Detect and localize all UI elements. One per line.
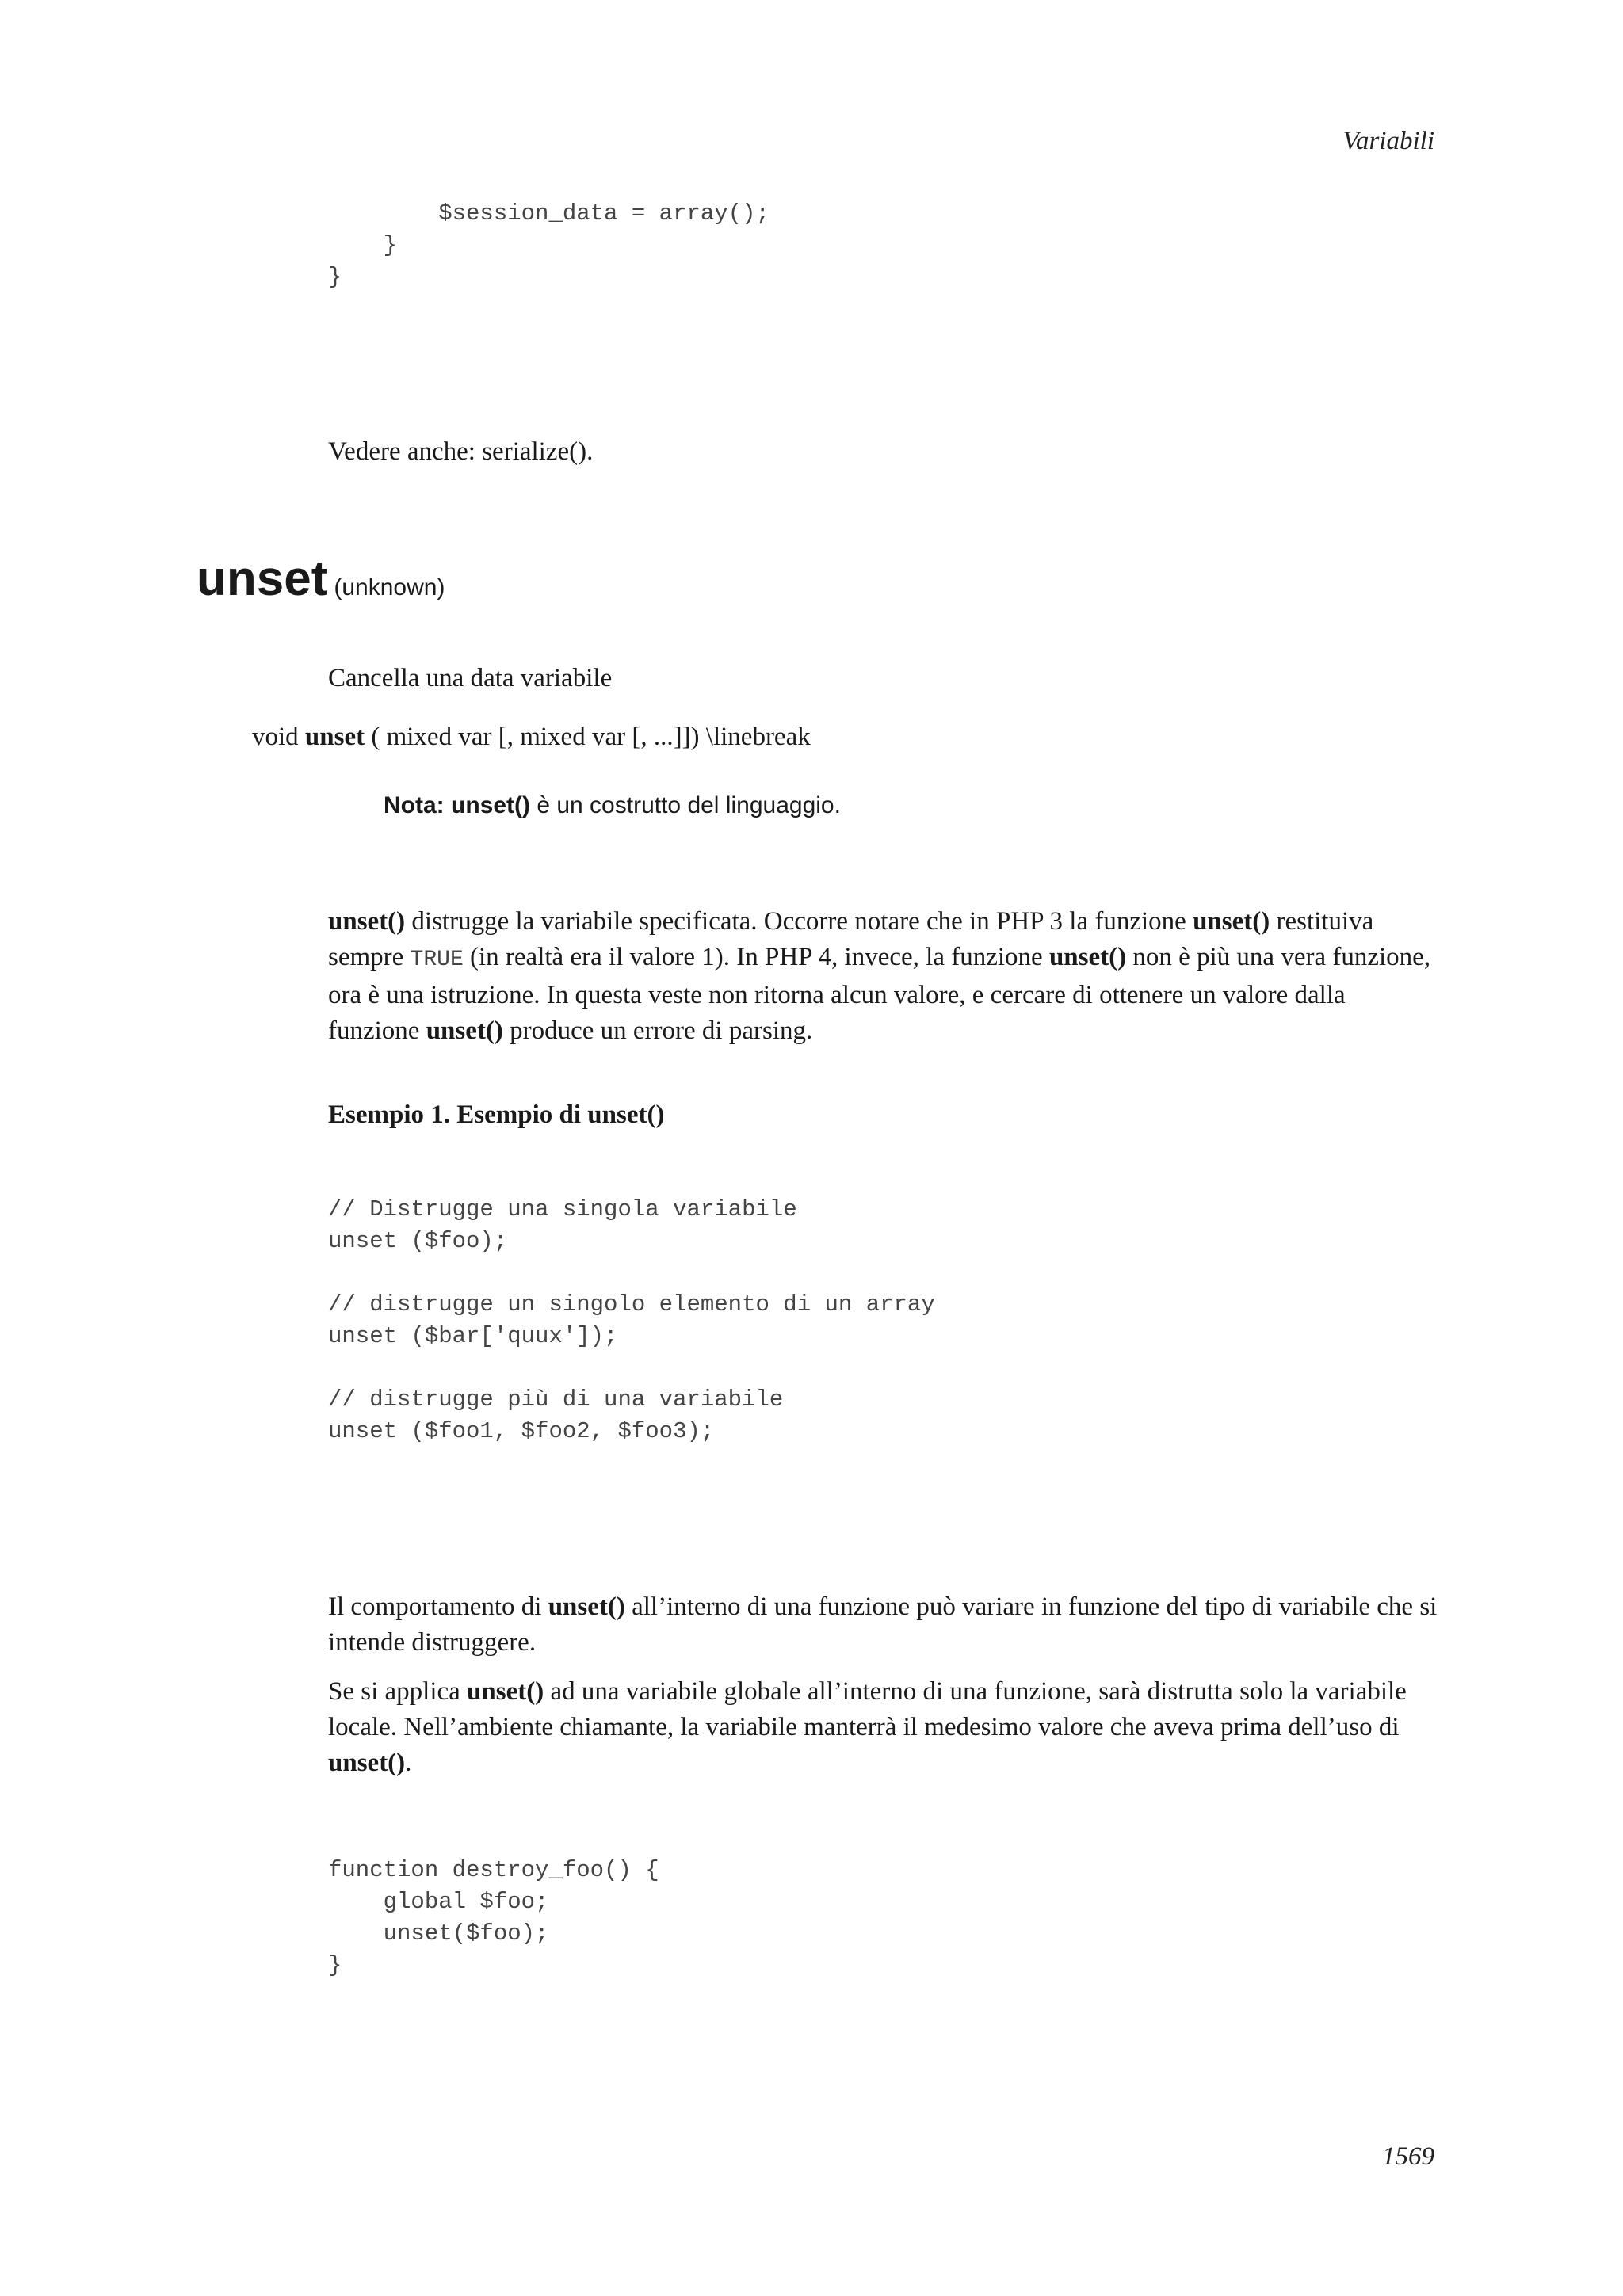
func-ref: unset() xyxy=(328,1749,406,1777)
code-block-example: // Distrugge una singola variabile unset ($foo); // distrugge un singolo elemento di un array unset ($bar['quux']); // distrugge più di una variabile unset ($foo1, $foo2, $foo3); xyxy=(328,1196,935,1444)
signature-params: ( mixed var [, mixed var [, ...]]) \linebreak xyxy=(365,723,811,751)
text-run: restituiva sempre xyxy=(328,907,1374,971)
description-paragraph xyxy=(328,904,1438,1049)
return-type: void xyxy=(252,723,305,751)
note-label: Nota: xyxy=(384,792,445,818)
func-ref: unset() xyxy=(548,1592,625,1621)
global-paragraph xyxy=(328,1674,1438,1781)
func-ref: unset() xyxy=(1048,943,1127,971)
text-run: non è più una vera funzione, ora è una istruzione. In questa veste non ritorna alcun valore, e cercare di ottenere un valore dalla funzione xyxy=(328,943,1431,1045)
text-run: produce un errore di parsing. xyxy=(502,1016,813,1045)
text-run: . xyxy=(405,1749,412,1777)
func-ref: unset() xyxy=(1193,907,1270,936)
page-number: 1569 xyxy=(1382,2142,1434,2171)
func-ref: unset() xyxy=(467,1677,544,1706)
text-run: all’interno di una funzione può variare in funzione del tipo di variabile che si intende distruggere. xyxy=(328,1592,1438,1657)
note-text: è un costrutto del linguaggio. xyxy=(530,792,841,818)
text-run: ad una variabile globale all’interno di una funzione, sarà distrutta solo la variabile locale. Nell’ambiente chiamante, la variabile manterrà il medesimo valore che aveva prima dell’uso di xyxy=(328,1677,1407,1741)
note-func: unset() xyxy=(451,792,530,818)
note xyxy=(384,792,841,819)
text-run: (in realtà era il valore 1). In PHP 4, invece, la funzione xyxy=(463,943,1049,971)
entry-title xyxy=(197,551,445,607)
func-ref: unset() xyxy=(426,1016,503,1045)
text-run: Il comportamento di xyxy=(328,1592,548,1621)
running-header: Variabili xyxy=(1342,127,1434,155)
behaviour-paragraph xyxy=(328,1589,1438,1661)
constant-true: TRUE xyxy=(410,948,464,972)
function-purpose: Cancella una data variabile xyxy=(328,664,613,692)
see-also: Vedere anche: serialize(). xyxy=(328,437,594,466)
text-run: distrugge la variabile specificata. Occorre notare che in PHP 3 la funzione xyxy=(405,907,1193,936)
signature-function: unset xyxy=(304,723,365,751)
code-block-session: $session_data = array(); } } xyxy=(328,200,769,290)
function-signature xyxy=(252,719,811,755)
function-name: unset xyxy=(197,551,328,606)
text-run: Se si applica xyxy=(328,1677,468,1706)
func-ref: unset() xyxy=(328,907,406,936)
version-info: (unknown) xyxy=(334,574,445,601)
example-title: Esempio 1. Esempio di unset() xyxy=(328,1100,665,1129)
code-block-destroy-foo: function destroy_foo() { global $foo; unset($foo); } xyxy=(328,1857,659,1978)
